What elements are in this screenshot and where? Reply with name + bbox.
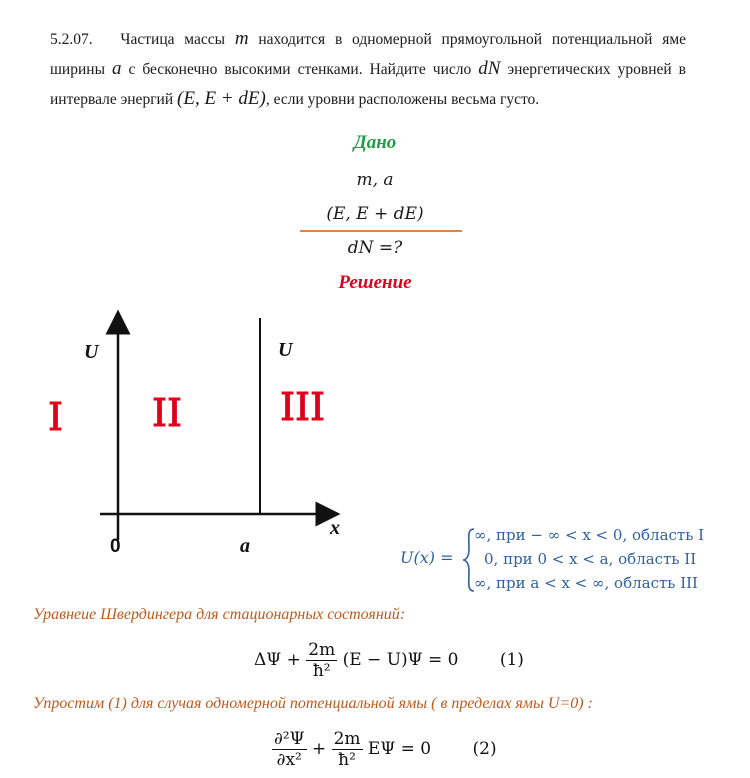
equation-2: $\frac{\text{∂²Ψ}}{\text{∂x²}}$ + $\frac{2m}{\text{ħ²}}$ EΨ = 0 (2)	[274, 729, 497, 770]
potential-well-diagram	[0, 300, 380, 570]
equation-1-tag: (1)	[499, 650, 524, 670]
problem-text-3: с бесконечно высокими стенками. Найдите число	[128, 61, 472, 78]
find-line: dN =?	[347, 238, 403, 258]
u-label-left: U	[84, 341, 99, 363]
problem-statement	[50, 24, 686, 114]
potential-lhs: U(x) =	[400, 548, 454, 567]
potential-case-3: ∞, при a < x < ∞, область III	[474, 574, 698, 592]
x-label: x	[330, 517, 340, 539]
var-m: m	[234, 28, 249, 49]
problem-text-4: энергетических уровней в интервале энергий	[50, 61, 686, 108]
region-label-1: I	[48, 395, 64, 439]
origin-label: 0	[110, 536, 121, 557]
given-title: Дано	[353, 132, 397, 153]
u-label-right: U	[278, 339, 293, 361]
equation-1: ΔΨ + $\frac{2m}{\text{ħ²}}$ (E − U)Ψ = 0 (1)	[254, 640, 524, 681]
problem-number: 5.2.07.	[50, 31, 93, 48]
given-line-1: m, a	[356, 170, 394, 190]
region-label-3: III	[280, 385, 326, 429]
problem-text-2: находится в одномерной прямоугольной потенциальной яме ширины	[50, 31, 687, 78]
potential-case-1: ∞, при − ∞ < x < 0, область I	[474, 526, 705, 544]
potential-case-2: 0, при 0 < x < a, область II	[484, 550, 697, 568]
var-a: a	[111, 58, 122, 79]
wall-label-a: a	[240, 535, 250, 557]
equation-2-tag: (2)	[472, 739, 497, 759]
var-dN: dN	[478, 58, 501, 79]
given-line-2: (E, E + dE)	[326, 204, 424, 224]
region-label-2: II	[152, 391, 183, 435]
energy-interval: (E, E + dE)	[177, 88, 266, 109]
simplify-label: Упростим (1) для случая одномерной потенциальной ямы ( в пределах ямы U=0) :	[33, 695, 593, 712]
solution-title: Решение	[338, 272, 412, 293]
schrodinger-label: Уравнеие Швердингера для стационарных состояний:	[33, 606, 406, 623]
given-divider	[300, 230, 462, 232]
problem-text-1: Частица массы	[120, 31, 226, 48]
problem-text-5: , если уровни расположены весьма густо.	[265, 91, 540, 108]
